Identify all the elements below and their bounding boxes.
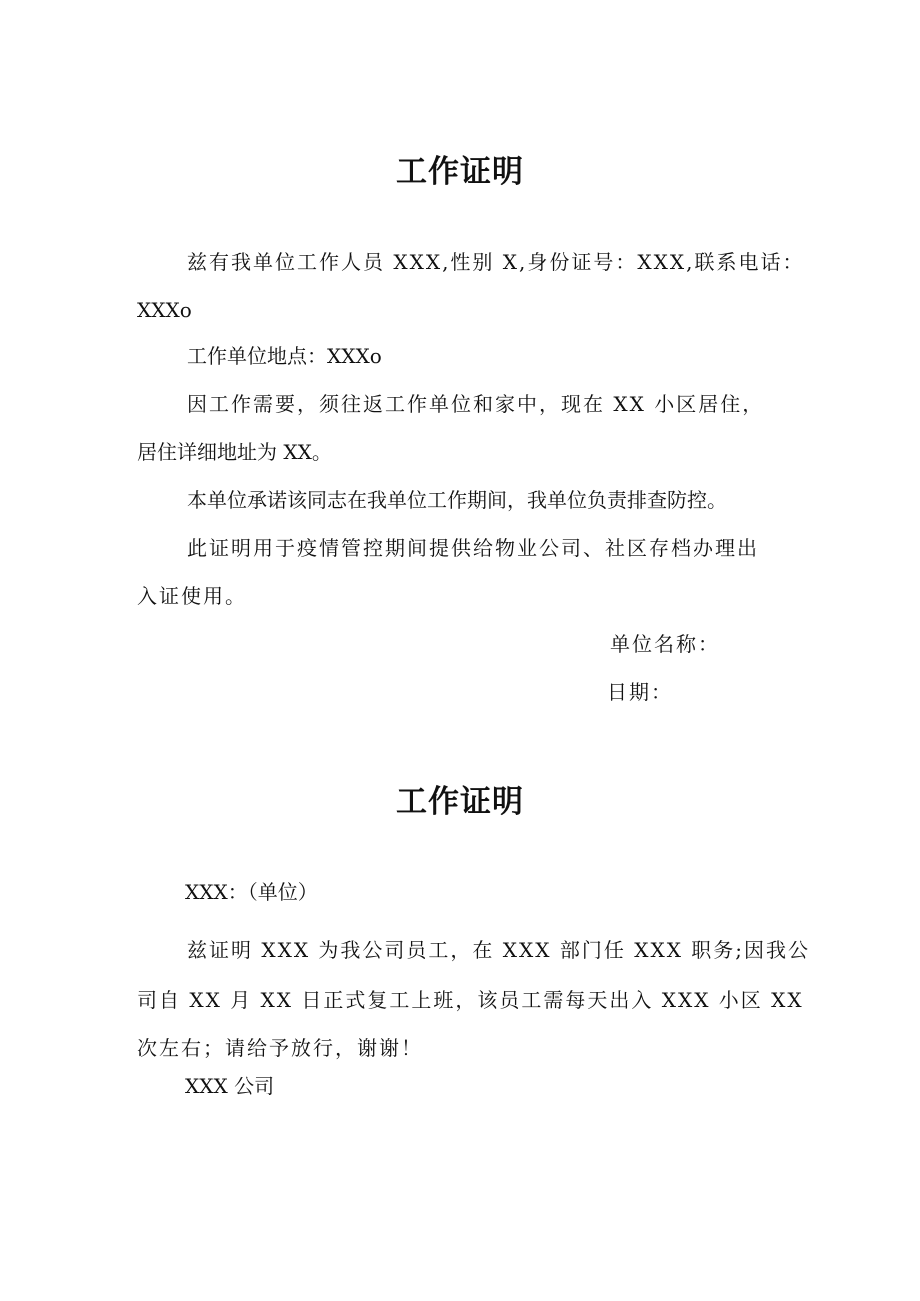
- paragraph-certification: 兹证明 XXX 为我公司员工，在 XXX 部门任 XXX 职务;因我公: [187, 938, 811, 962]
- paragraph-reason-cont: 居住详细地址为 XX。: [137, 440, 332, 464]
- paragraph-usage-cont: 入证使用。: [137, 584, 247, 608]
- paragraph-employee-info: 兹有我单位工作人员 XXX,性别 X,身份证号：XXX,联系电话：: [187, 250, 805, 274]
- addressee: XXX：（单位）: [185, 880, 318, 904]
- company-signature: XXX 公司: [185, 1074, 275, 1098]
- paragraph-employee-info-cont: XXXo: [137, 298, 192, 322]
- paragraph-certification-cont: 司自 XX 月 XX 日正式复工上班，该员工需每天出入 XXX 小区 XX: [137, 988, 804, 1012]
- paragraph-certification-end: 次左右；请给予放行，谢谢！: [137, 1036, 423, 1060]
- paragraph-usage: 此证明用于疫情管控期间提供给物业公司、社区存档办理出: [187, 536, 759, 560]
- paragraph-reason: 因工作需要，须往返工作单位和家中，现在 XX 小区居住，: [187, 392, 765, 416]
- paragraph-work-address: 工作单位地点：XXXo: [187, 344, 382, 368]
- unit-name-label: 单位名称：: [610, 632, 720, 656]
- page-title: 工作证明: [396, 154, 524, 190]
- paragraph-commitment: 本单位承诺该同志在我单位工作期间，我单位负责排查防控。: [187, 488, 727, 512]
- page-title-second: 工作证明: [396, 784, 524, 820]
- date-label: 日期：: [607, 680, 673, 704]
